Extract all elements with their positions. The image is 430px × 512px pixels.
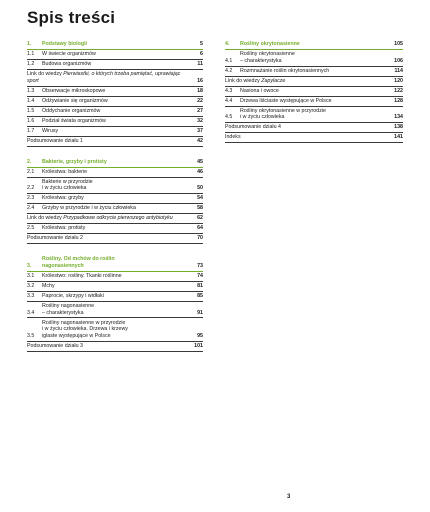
toc-entry-title: Królestwo: rośliny. Tkanki roślinne [42, 272, 122, 279]
toc-entry-title-line: – charakterystyka [240, 57, 282, 64]
toc-entry-page: 11 [197, 61, 203, 68]
toc-link-entry[interactable] [27, 70, 203, 87]
toc-summary-entry[interactable] [27, 342, 203, 352]
toc-entry-title-line: Rośliny. Od mchów do roślin [42, 256, 115, 263]
toc-entry-page: 16 [197, 77, 203, 84]
toc-entry-number: 2.5 [27, 225, 35, 232]
toc-entry[interactable] [27, 117, 203, 127]
toc-entry-number: 1. [27, 41, 32, 48]
toc-entry-page: 46 [197, 168, 203, 175]
toc-entry-title: Rośliny okrytonasienne [240, 41, 300, 48]
toc-entry[interactable] [27, 60, 203, 70]
toc-entry-number: 4.1 [225, 57, 233, 64]
toc-entry-page: 128 [394, 97, 403, 104]
toc-entry-page: 120 [394, 77, 403, 84]
toc-entry-title: Obserwacje mikroskopowe [42, 87, 106, 94]
toc-entry-page: 32 [197, 117, 203, 124]
toc-entry[interactable] [27, 194, 203, 204]
link-prefix: Link do wiedzy [27, 71, 64, 78]
toc-entry-title: Podsumowanie działu 3 [27, 342, 83, 349]
toc-entry[interactable] [27, 178, 203, 195]
toc-entry-page: 141 [394, 134, 403, 141]
toc-entry[interactable] [27, 318, 203, 341]
toc-entry-title-line: Rośliny okrytonasienne [240, 51, 295, 58]
toc-entry-title: Budowa organizmów [42, 61, 92, 68]
toc-entry[interactable] [27, 97, 203, 107]
link-topic: Przypadkowe odkrycie pierwszego antybiotyku [63, 215, 173, 222]
toc-right-column [225, 40, 403, 154]
toc-entry[interactable] [225, 50, 403, 67]
toc-entry[interactable] [27, 87, 203, 97]
toc-entry[interactable] [225, 107, 403, 124]
toc-entry[interactable] [27, 272, 203, 282]
toc-entry-page: 106 [394, 57, 403, 64]
toc-entry-number: 2.1 [27, 168, 35, 175]
toc-chapter-entry[interactable] [27, 158, 203, 168]
toc-entry-title: Podsumowanie działu 2 [27, 235, 83, 242]
toc-entry-page: 58 [197, 205, 203, 212]
toc-entry-title: Królestwa: protisty [42, 225, 86, 232]
toc-entry-title: Podział świata organizmów [42, 117, 106, 124]
toc-entry-number: 1.6 [27, 117, 35, 124]
toc-entry-page: 18 [197, 87, 203, 94]
toc-entry-title: Bakterie, grzyby i protisty [42, 158, 107, 165]
toc-entry-page: 62 [197, 215, 203, 222]
toc-entry-title: Paprocie, skrzypy i widłaki [42, 292, 104, 299]
toc-entry-number: 1.7 [27, 127, 35, 134]
toc-entry-title: W świecie organizmów [42, 51, 96, 58]
toc-summary-entry[interactable] [27, 234, 203, 244]
toc-entry-title-line: i w życiu człowieka [240, 114, 285, 121]
toc-entry-title-line: Rośliny nagonasienne [42, 302, 95, 309]
toc-entry[interactable] [27, 168, 203, 178]
toc-entry-title: Oddychanie organizmów [42, 107, 101, 114]
toc-entry[interactable] [27, 204, 203, 214]
toc-entry-title [42, 303, 193, 316]
toc-entry-number: 2.3 [27, 195, 35, 202]
toc-entry-page: 138 [394, 124, 403, 131]
toc-entry-page: 101 [194, 342, 203, 349]
toc-entry[interactable] [27, 302, 203, 319]
toc-entry-title: Królestwa: bakterie [42, 168, 88, 175]
toc-entry-title [27, 215, 193, 222]
link-prefix: Link do wiedzy [27, 215, 64, 222]
toc-entry-number: 3.4 [27, 309, 35, 316]
toc-entry-number: 4.4 [225, 97, 233, 104]
toc-entry-page: 91 [197, 309, 203, 316]
toc-entry-title [240, 108, 393, 121]
toc-entry-number: 1.2 [27, 61, 35, 68]
toc-entry-page: 122 [394, 87, 403, 94]
toc-entry-page: 85 [197, 292, 203, 299]
toc-summary-entry[interactable] [27, 137, 203, 147]
toc-entry[interactable] [27, 292, 203, 302]
toc-chapter-entry[interactable] [27, 255, 203, 272]
toc-entry-title-line: Bakterie w przyrodzie [42, 178, 93, 185]
toc-entry-title [42, 179, 193, 192]
toc-entry-number: 2.2 [27, 185, 35, 192]
toc-entry-title-line: nagonasiennych [42, 262, 84, 269]
toc-entry-page: 6 [200, 51, 203, 58]
toc-entry[interactable] [27, 127, 203, 137]
toc-entry-number: 1.4 [27, 97, 35, 104]
page-number: 3 [287, 494, 291, 500]
toc-entry-number: 3.5 [27, 332, 35, 339]
toc-entry-page: 74 [197, 272, 203, 279]
toc-entry-number: 4.2 [225, 67, 233, 74]
toc-entry-page: 73 [197, 262, 203, 269]
toc-entry[interactable] [225, 67, 403, 77]
toc-entry-page: 22 [197, 97, 203, 104]
toc-entry-number: 2.4 [27, 205, 35, 212]
toc-entry-number: 4.5 [225, 114, 233, 121]
toc-section [27, 255, 203, 351]
toc-entry-title-line: Rośliny nagonasienne w przyrodzie [42, 319, 126, 326]
toc-link-entry[interactable] [27, 214, 203, 224]
toc-left-column [27, 40, 203, 363]
toc-entry[interactable] [225, 87, 403, 97]
toc-entry-title-line: i w życiu człowieka [42, 185, 87, 192]
toc-entry-title-line: Rośliny okrytonasienne w przyrodzie [240, 107, 326, 114]
toc-entry-number: 1.1 [27, 51, 35, 58]
link-topic: Pierwiastki, o których trzeba pamiętać, uprawiając sport [27, 71, 181, 84]
toc-entry-number: 4.3 [225, 87, 233, 94]
toc-entry-page: 50 [197, 185, 203, 192]
toc-entry-number: 3.1 [27, 272, 35, 279]
toc-entry-page: 95 [197, 332, 203, 339]
toc-entry-page: 5 [200, 41, 203, 48]
toc-entry-title: Nasiona i owoce [240, 87, 279, 94]
toc-summary-entry[interactable] [225, 123, 403, 133]
toc-entry-title: Królestwa: grzyby [42, 195, 84, 202]
toc-entry-title-line: – charakterystyka [42, 309, 84, 316]
toc-entry-page: 134 [394, 114, 403, 121]
toc-entry-page: 37 [197, 127, 203, 134]
toc-summary-entry[interactable] [225, 133, 403, 143]
toc-entry-title: Podstawy biologii [42, 41, 88, 48]
link-topic: Zapylacze [261, 77, 286, 84]
toc-entry-page: 54 [197, 195, 203, 202]
toc-entry[interactable] [27, 50, 203, 60]
toc-entry-title: Drzewa liściaste występujące w Polsce [240, 97, 332, 104]
toc-entry-page: 45 [197, 158, 203, 165]
toc-chapter-entry[interactable] [225, 40, 403, 50]
toc-entry[interactable] [27, 107, 203, 117]
toc-entry-title [27, 71, 193, 84]
toc-entry-title [42, 256, 193, 269]
toc-entry-number: 3.2 [27, 282, 35, 289]
toc-entry-page: 81 [197, 282, 203, 289]
toc-section [27, 158, 203, 245]
toc-section [27, 40, 203, 147]
toc-entry-title [42, 320, 193, 340]
toc-entry-number: 3. [27, 262, 32, 269]
link-prefix: Link do wiedzy [225, 77, 262, 84]
toc-entry-title: Wirusy [42, 127, 59, 134]
page-title: Spis treści [27, 8, 116, 27]
toc-entry-page: 105 [394, 41, 403, 48]
toc-entry-title: Odżywianie się organizmów [42, 97, 108, 104]
toc-entry[interactable] [27, 224, 203, 234]
toc-chapter-entry[interactable] [27, 40, 203, 50]
toc-entry-page: 42 [197, 137, 203, 144]
toc-entry-number: 1.3 [27, 87, 35, 94]
toc-entry-title: Grzyby w przyrodzie i w życiu człowieka [42, 205, 136, 212]
toc-entry-title-line: i w życiu człowieka. Drzewa i krzewy [42, 326, 128, 333]
toc-entry-page: 114 [394, 67, 403, 74]
toc-entry-title: Podsumowanie działu 4 [225, 124, 281, 131]
toc-entry[interactable] [225, 97, 403, 107]
toc-entry-page: 64 [197, 225, 203, 232]
toc-entry[interactable] [27, 282, 203, 292]
toc-entry-title: Podsumowanie działu 1 [27, 137, 83, 144]
toc-entry-number: 1.5 [27, 107, 35, 114]
toc-entry-title: Indeks [225, 134, 241, 141]
toc-entry-title-line: iglaste występujące w Polsce [42, 332, 111, 339]
toc-link-entry[interactable] [225, 77, 403, 87]
toc-entry-title: Mchy [42, 282, 55, 289]
toc-entry-page: 70 [197, 235, 203, 242]
toc-entry-title [225, 78, 393, 85]
toc-section [225, 40, 403, 143]
toc-entry-number: 2. [27, 158, 32, 165]
toc-entry-title [240, 51, 393, 64]
toc-entry-number: 3.3 [27, 292, 35, 299]
toc-entry-title: Rozmnażanie roślin okrytonasiennych [240, 67, 330, 74]
toc-entry-page: 27 [197, 107, 203, 114]
toc-entry-number: 4. [225, 41, 230, 48]
